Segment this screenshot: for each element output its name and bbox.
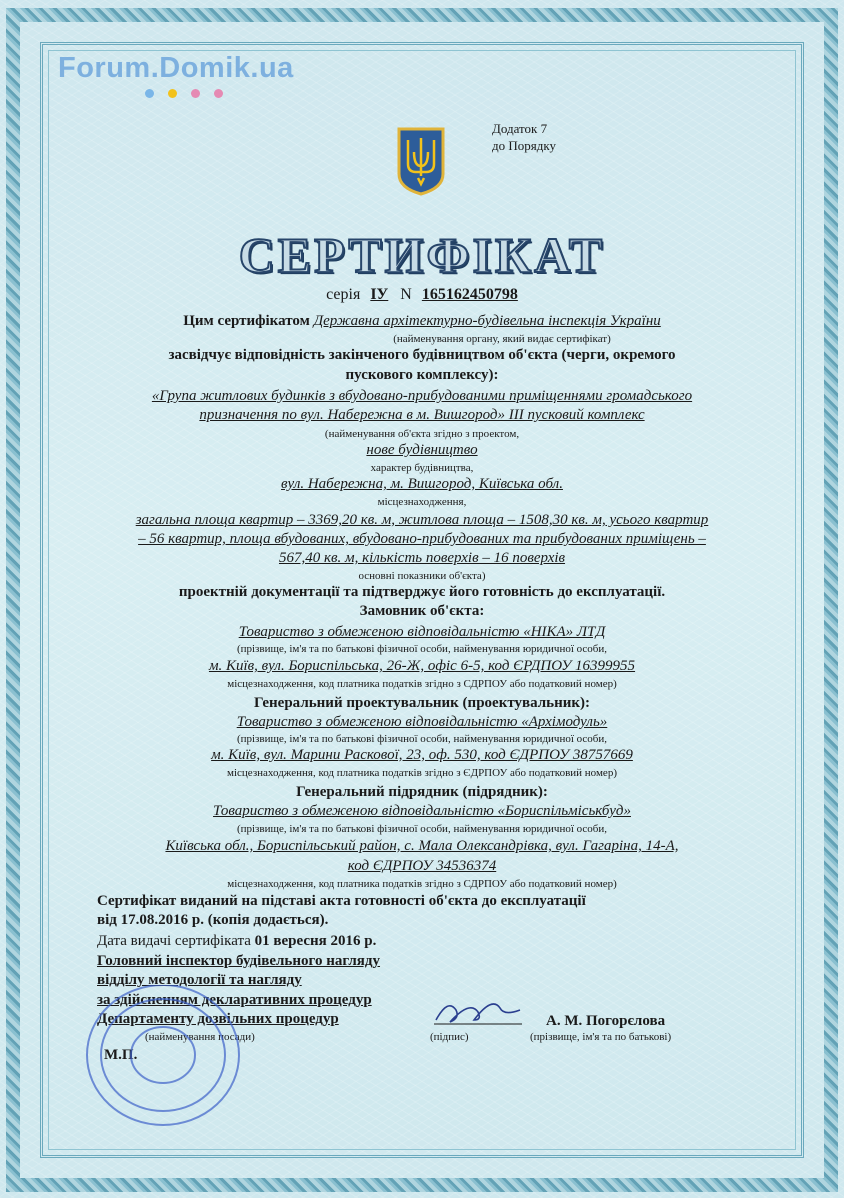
basis-line2: від 17.08.2016 р. (копія додається). [97,912,329,928]
indicators-caption: основні показники об'єкта) [358,570,486,582]
object-caption: (найменування об'єкта згідно з проектом, [324,428,520,440]
contractor-heading: Генеральний підрядник (підрядник): [296,784,548,800]
official-seal [83,985,243,1135]
contractor-address-line2: код ЄДРПОУ 34536374 [347,858,497,874]
series-value: ІУ [370,286,389,303]
official-position-line3: за здійсненням декларативних процедур [97,992,372,1008]
designer-address-caption: місцезнаходження, код платника податків згідно з ЄДРПОУ або податковий номер) [227,767,617,779]
construction-type-caption: характер будівництва, [370,462,474,474]
appendix-line2: до Порядку [492,138,556,153]
series-label: серія [326,286,361,303]
designer-name: Товариство з обмеженою відповідальністю «Архімодуль» [236,714,608,730]
official-position-line1: Головний інспектор будівельного нагляду [97,953,381,969]
certifies-line1: засвідчує відповідність закінченого будівництвом об'єкта (черги, окремого [168,347,676,363]
indicators-line1: загальна площа квартир – 3369,20 кв. м, житлова площа – 1508,30 кв. м, усього квартир [135,512,709,528]
indicators-line2: – 56 квартир, площа вбудованих, вбудовано-прибудованих та прибудованих приміщень – [138,531,706,547]
construction-type: нове будівництво [366,442,478,458]
designer-name-caption: (прізвище, ім'я та по батькові фізичної особи, найменування юридичної особи, [236,733,608,745]
contractor-address-line1: Київська обл., Бориспільський район, с. Мала Олександрівка, вул. Гагаріна, 14-А, [165,838,679,854]
issuer-line [80,313,764,330]
signature-caption: (підпис) [430,1031,469,1043]
designer-address: м. Київ, вул. Марини Раскової, 23, оф. 530, код ЄДРПОУ 38757669 [211,747,633,763]
issue-date-line [97,933,376,950]
basis-line1: Сертифікат виданий на підставі акта готовності об'єкта до експлуатації [97,893,586,909]
signature-mark [430,990,525,1035]
object-line2: призначення по вул. Набережна в м. Вишгород» ІІІ пусковий комплекс [199,407,645,423]
location-caption: місцезнаходження, [377,496,467,508]
watermark-dots [145,89,223,98]
name-caption: (прізвище, ім'я та по батькові) [530,1031,672,1043]
watermark-dot-3 [191,89,200,98]
position-caption: (найменування посади) [145,1031,255,1043]
issue-date-label: Дата видачі сертифіката [97,933,251,949]
customer-name-caption: (прізвище, ім'я та по батькові фізичної особи, найменування юридичної особи, [236,643,608,655]
watermark-dot-4 [214,89,223,98]
watermark-logo: Forum.Domik.ua [58,52,294,84]
watermark-dot-1 [145,89,154,98]
issuer-name: Державна архітектурно-будівельна інспекція України [313,313,661,329]
watermark-dot-2 [168,89,177,98]
certificate-title: СЕРТИФІКАТ [238,227,606,283]
designer-heading: Генеральний проектувальник (проектувальник): [253,695,591,711]
appendix-line1: Додаток 7 [492,121,548,136]
official-position-line4: Департаменту дозвільних процедур [97,1011,339,1027]
number-label: N [400,286,412,303]
seal-label: М.П. [104,1047,138,1063]
certificate-number: 165162450798 [421,286,518,303]
official-position-line2: відділу методології та нагляду [97,972,302,988]
customer-address-caption: місцезнаходження, код платника податків згідно з СДРПОУ або податковий номер) [227,678,617,690]
contractor-address-caption: місцезнаходження, код платника податків згідно з СДРПОУ або податковий номер) [227,878,617,890]
trident-emblem-icon [396,126,446,196]
certifies-line2: пускового комплексу): [345,367,499,383]
location: вул. Набережна, м. Вишгород, Київська обл. [281,476,563,492]
series-line [80,286,764,304]
appendix-note [492,120,556,154]
issue-date-value: 01 вересня 2016 р. [254,933,377,949]
official-name: А. М. Погорєлова [546,1013,666,1029]
conformity-statement: проектній документації та підтверджує його готовність до експлуатації. [178,584,666,600]
object-line1: «Група житлових будинків з вбудовано-прибудованими приміщеннями громадського [151,388,693,404]
customer-name: Товариство з обмеженою відповідальністю «НІКА» ЛТД [238,624,606,640]
customer-heading: Замовник об'єкта: [359,603,485,619]
contractor-name-caption: (прізвище, ім'я та по батькові фізичної особи, найменування юридичної особи, [236,823,608,835]
indicators-line3: 567,40 кв. м, кількість поверхів – 16 поверхів [278,550,566,566]
issuer-prefix: Цим сертифікатом [183,313,310,329]
issuer-caption: (найменування органу, який видає сертифікат) [393,333,611,345]
contractor-name: Товариство з обмеженою відповідальністю «Бориспільміськбуд» [213,803,631,819]
customer-address: м. Київ, вул. Бориспільська, 26-Ж, офіс 6-5, код ЄРДПОУ 16399955 [208,658,636,674]
